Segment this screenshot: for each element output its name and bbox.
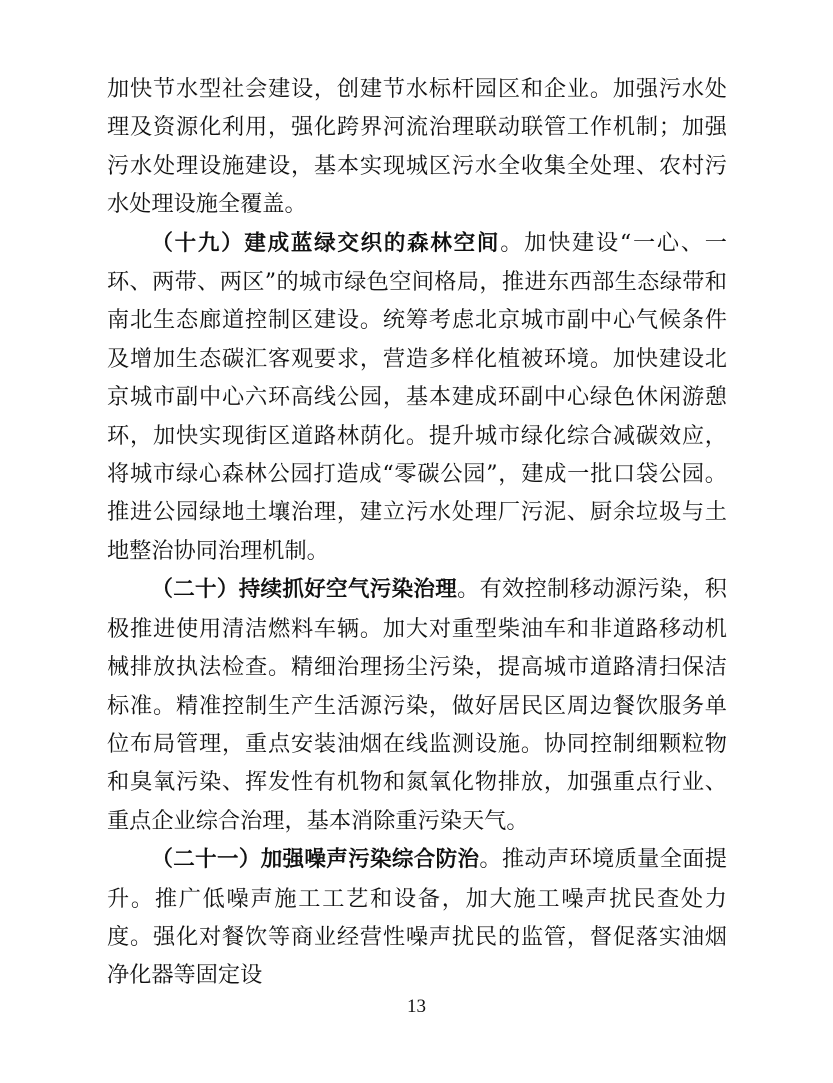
paragraph-text: 加快节水型社会建设，创建节水标杆园区和企业。加强污水处理及资源化利用，强化跨界河流治理联动联管工作机制；加强污水处理设施建设，基本实现城区污水全收集全处理、农村污水处理设施全覆盖。: [107, 76, 727, 218]
section-heading: （十九）建成蓝绿交织的森林空间: [151, 230, 501, 256]
section-heading: （二十）持续抓好空气污染治理: [151, 577, 458, 603]
paragraph-section-20: [107, 570, 727, 840]
paragraph-continuation: [107, 70, 727, 224]
page-number: 13: [407, 996, 426, 1017]
paragraph-text: 。有效控制移动源污染，积极推进使用清洁燃料车辆。加大对重型柴油车和非道路移动机械排放执法检查。精细治理扬尘污染，提高城市道路清扫保洁标准。精准控制生产生活源污染，做好居民区周边餐饮服务单位布局管理，重点安装油烟在线监测设施。协同控制细颗粒物和臭氧污染、挥发性有机物和氮氧化物排放，加强重点行业、重点企业综合治理，基本消除重污染天气。: [107, 576, 727, 834]
body-text: [107, 70, 727, 995]
paragraph-section-19: [107, 224, 727, 571]
paragraph-section-21: [107, 840, 727, 995]
paragraph-text: 。推动声环境质量全面提升。推广低噪声施工工艺和设备，加大施工噪声扰民查处力度。强化对餐饮等商业经营性噪声扰民的监管，督促落实油烟净化器等固定设: [107, 846, 727, 989]
section-heading: （二十一）加强噪声污染综合防治: [151, 847, 480, 873]
paragraph-text: 。加快建设“一心、一环、两带、两区”的城市绿色空间格局，推进东西部生态绿带和南北生态廊道控制区建设。统筹考虑北京城市副中心气候条件及增加生态碳汇客观要求，营造多样化植被环境。加快建设北京城市副中心六环高线公园，基本建成环副中心绿色休闲游憩环，加快实现街区道路林荫化。提升城市绿化综合减碳效应，将城市绿心森林公园打造成“零碳公园”，建成一批口袋公园。推进公园绿地土壤治理，建立污水处理厂污泥、厨余垃圾与土地整治协同治理机制。: [107, 229, 727, 564]
